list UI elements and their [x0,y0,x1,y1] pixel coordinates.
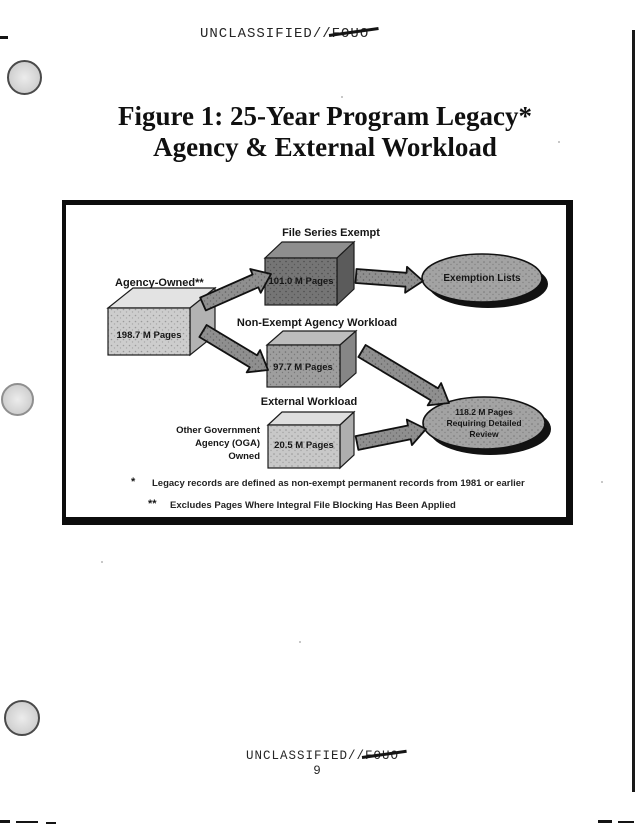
non-exempt-pages: 97.7 M Pages [273,362,333,373]
external-box-top-face [268,412,354,425]
box-agency-owned [108,288,215,355]
oga-label-line3: Owned [228,451,260,462]
non-exempt-label: Non-Exempt Agency Workload [236,317,398,329]
detailed-review-line3: Review [469,429,499,439]
detailed-review-line1: 118.2 M Pages [455,407,513,417]
figure-diagram-frame [62,200,573,525]
scan-mark [0,820,10,823]
classification-footer [246,749,399,763]
box-file-series-exempt [265,242,354,305]
scan-mark [598,820,612,823]
exemption-lists-label: Exemption Lists [443,273,521,284]
footnote-2-marker: ** [148,498,157,510]
detailed-review-line2: Requiring Detailed [446,418,522,428]
box-non-exempt [267,331,356,387]
hole-punch-middle [1,383,34,416]
external-workload-label: External Workload [260,396,358,408]
classification-header [200,26,369,42]
oga-label-line2: Agency (OGA) [195,438,260,449]
scan-noise [299,641,301,643]
file-series-exempt-label: File Series Exempt [282,227,380,239]
file-series-exempt-pages: 101.0 M Pages [268,276,334,287]
scan-edge-line [632,30,635,792]
classification-header-struck-fouo: FOUO [331,26,370,42]
scan-mark [618,821,634,823]
oga-label-line1: Other Government [176,425,260,436]
classification-header-prefix: UNCLASSIFIED// [200,26,332,42]
page-number: 9 [313,764,321,778]
figure-title [70,101,580,163]
external-pages: 20.5 M Pages [274,440,334,451]
footnote-1 [131,476,525,489]
scan-mark [46,822,56,824]
figure-title-line2: Agency & External Workload [153,132,497,162]
agency-owned-pages: 198.7 M Pages [116,330,182,341]
classification-footer-prefix: UNCLASSIFIED// [246,749,366,763]
footnote-1-text: Legacy records are defined as non-exempt permanent records from 1981 or earlier [152,478,525,489]
footnote-2 [148,498,456,511]
figure-diagram [62,200,573,525]
classification-footer-struck-fouo: FOUO [365,749,400,763]
footnote-2-text: Excludes Pages Where Integral File Blocking Has Been Applied [170,500,456,511]
scan-mark [0,36,8,39]
footnote-1-marker: * [131,476,136,488]
figure-title-line1: Figure 1: 25-Year Program Legacy* [118,101,532,131]
scan-mark [16,821,38,823]
scan-noise [601,481,603,483]
scan-noise [341,96,343,98]
hole-punch-bottom [4,700,40,736]
scan-noise [101,561,103,563]
hole-punch-top [7,60,42,95]
agency-owned-label: Agency-Owned** [115,277,204,289]
